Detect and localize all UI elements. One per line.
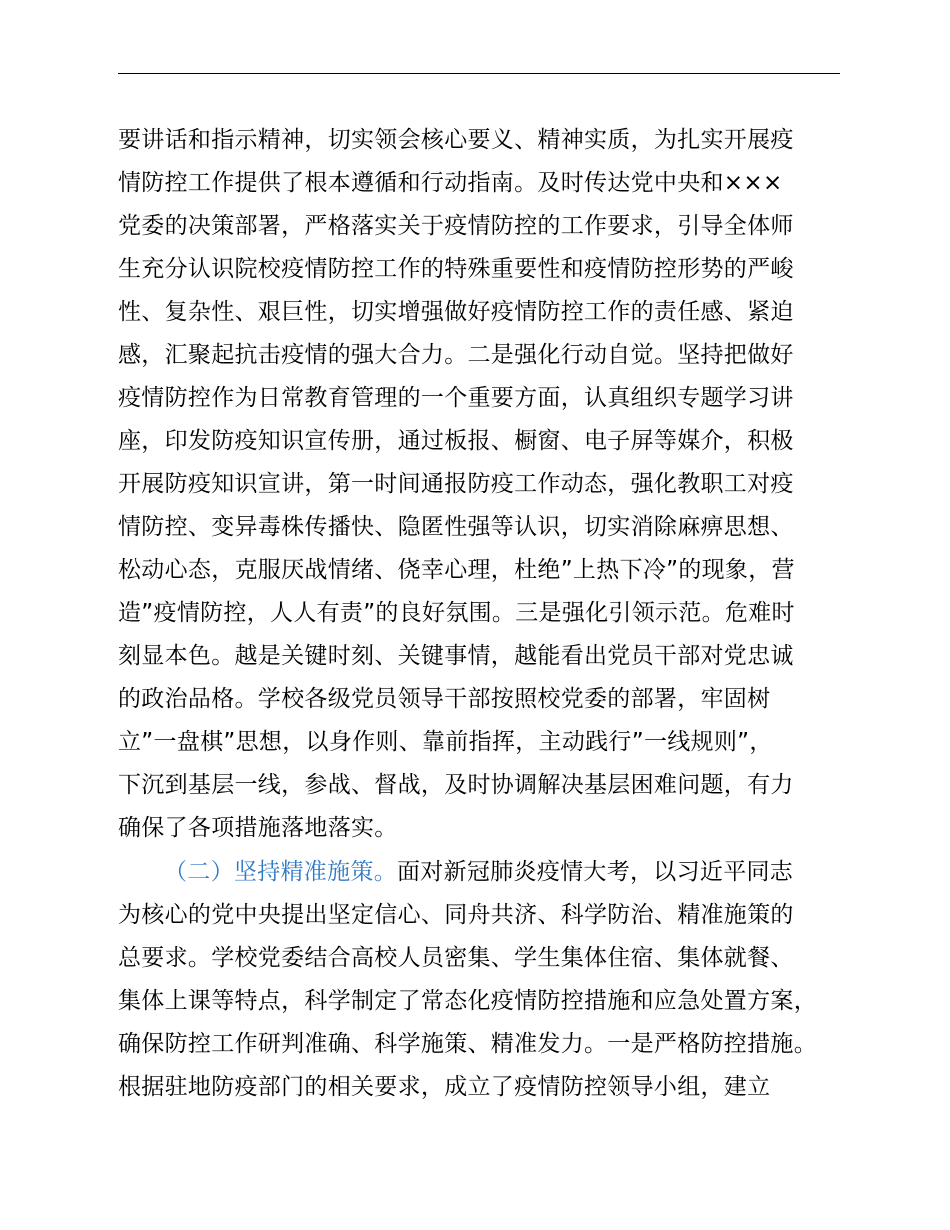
paragraph-line: 立”一盘棋”思想，以身作则、靠前指挥，主动践行”一线规则”，	[118, 729, 773, 755]
section-2-first-line-text: 面对新冠肺炎疫情大考，以习近平同志	[397, 859, 794, 885]
paragraph-line: 性、复杂性、艰巨性，切实增强做好疫情防控工作的责任感、紧迫	[118, 299, 794, 325]
paragraph-line: 确保防控工作研判准确、科学施策、精准发力。一是严格防控措施。	[118, 1031, 817, 1057]
paragraph-line: 为核心的党中央提出坚定信心、同舟共济、科学防治、精准施策的	[118, 902, 794, 928]
paragraph-line: 情防控、变异毒株传播快、隐匿性强等认识，切实消除麻痹思想、	[118, 514, 794, 540]
paragraph-line: 松动心态，克服厌战情绪、侥幸心理，杜绝”上热下冷”的现象，营	[118, 557, 795, 583]
paragraph-line: 集体上课等特点，科学制定了常态化疫情防控措施和应急处置方案，	[118, 988, 817, 1014]
paragraph-line: 要讲话和指示精神，切实领会核心要义、精神实质，为扎实开展疫	[118, 127, 794, 153]
paragraph-line: 造”疫情防控，人人有责”的良好氛围。三是强化引领示范。危难时	[118, 600, 795, 626]
paragraph-line: 根据驻地防疫部门的相关要求，成立了疫情防控领导小组，建立	[118, 1074, 771, 1100]
paragraph-line: 情防控工作提供了根本遵循和行动指南。及时传达党中央和×××	[118, 170, 783, 196]
paragraph-line: 开展防疫知识宣讲，第一时间通报防疫工作动态，强化教职工对疫	[118, 471, 794, 497]
paragraph-line: 党委的决策部署，严格落实关于疫情防控的工作要求，引导全体师	[118, 213, 794, 239]
paragraph-line: 生充分认识院校疫情防控工作的特殊重要性和疫情防控形势的严峻	[118, 256, 794, 282]
paragraph-line: 总要求。学校党委结合高校人员密集、学生集体住宿、集体就餐、	[118, 945, 794, 971]
paragraph-line: 下沉到基层一线，参战、督战，及时协调解决基层困难问题，有力	[118, 772, 794, 798]
paragraph-line: 感，汇聚起抗击疫情的强大合力。二是强化行动自觉。坚持把做好	[118, 342, 794, 368]
section-2-first-line	[164, 857, 793, 887]
paragraph-line: 刻显本色。越是关键时刻、关键事情，越能看出党员干部对党忠诚	[118, 643, 794, 669]
paragraph-line: 确保了各项措施落地落实。	[118, 815, 398, 841]
paragraph-line: 疫情防控作为日常教育管理的一个重要方面，认真组织专题学习讲	[118, 385, 794, 411]
paragraph-line: 的政治品格。学校各级党员领导干部按照校党委的部署，牢固树	[118, 686, 771, 712]
header-rule	[118, 73, 840, 74]
paragraph-line: 座，印发防疫知识宣传册，通过板报、橱窗、电子屏等媒介，积极	[118, 428, 794, 454]
section-2-heading: （二）坚持精准施策。	[164, 859, 397, 885]
